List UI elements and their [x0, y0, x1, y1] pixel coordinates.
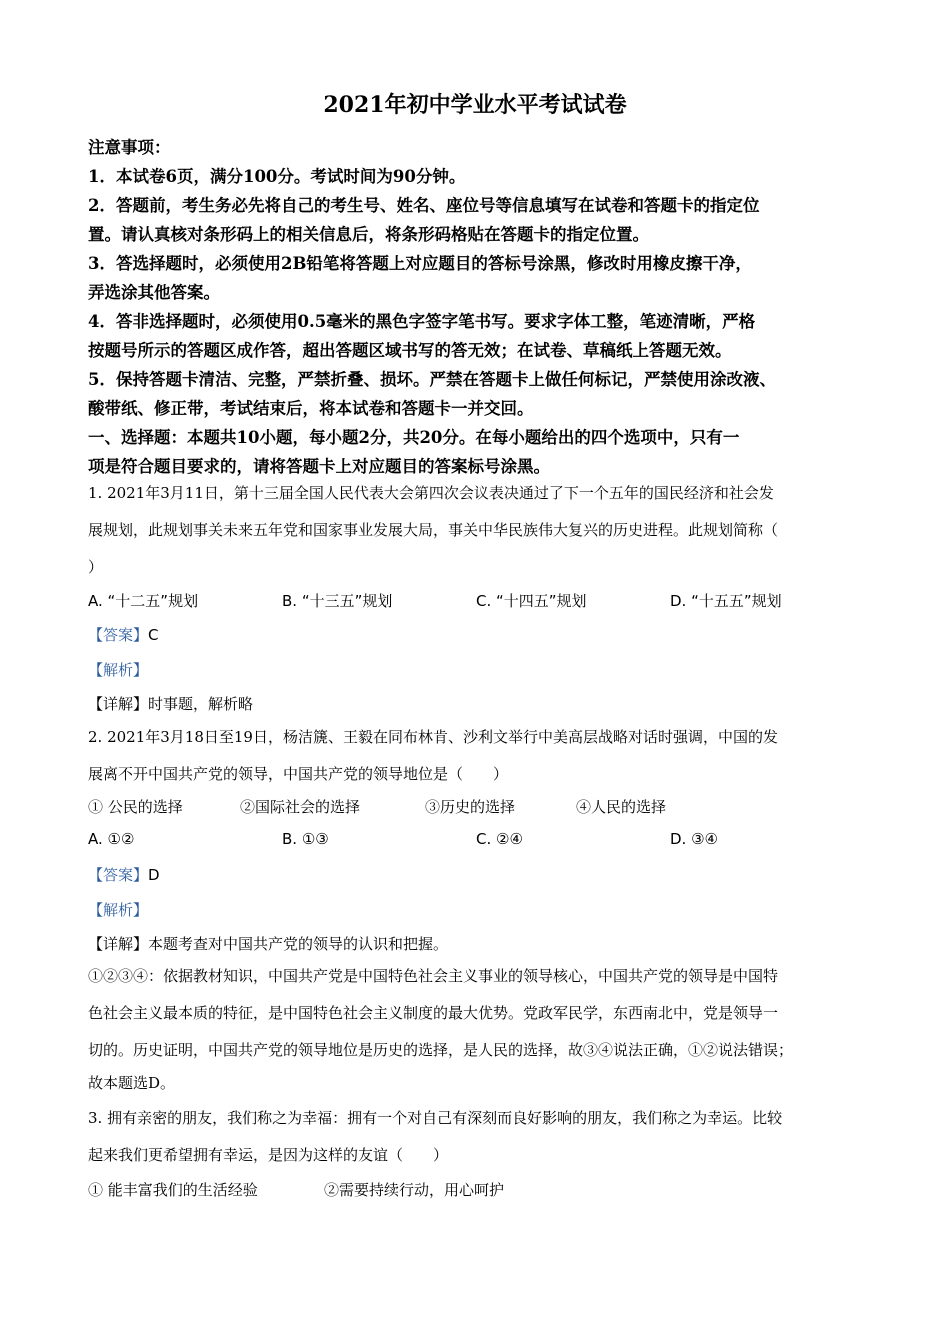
question-text: ）	[88, 558, 104, 576]
analysis-tag: 【解析】	[88, 661, 149, 679]
statement-2: ②需要持续行动，用心呵护	[324, 1181, 505, 1199]
option-d: D. “十五五”规划	[670, 592, 782, 610]
option-c: C. ②④	[476, 830, 523, 848]
option-c: C. “十四五”规划	[476, 592, 587, 610]
notice-line: 2．答题前，考生务必先将自己的考生号、姓名、座位号等信息填写在试卷和答题卡的指定位	[88, 196, 760, 215]
option-b: B. “十三五”规划	[282, 592, 393, 610]
detail-text: ①②③④：依据教材知识，中国共产党是中国特色社会主义事业的领导核心，中国共产党的领导是中国特	[88, 967, 779, 985]
question-text: 2. 2021年3月18日至19日，杨洁篪、王毅在同布林肯、沙利文举行中美高层战略对话时强调，中国的发	[88, 728, 778, 746]
answer-value: D	[148, 866, 160, 884]
answer-value: C	[148, 626, 159, 644]
notice-line: 酸带纸、修正带，考试结束后，将本试卷和答题卡一并交回。	[88, 399, 534, 418]
question-text: 展规划，此规划事关未来五年党和国家事业发展大局，事关中华民族伟大复兴的历史进程。此规划简称（	[88, 521, 779, 539]
section-heading-line: 一、选择题：本题共10小题，每小题2分，共20分。在每小题给出的四个选项中，只有一	[88, 428, 740, 447]
question-text: 1. 2021年3月11日，第十三届全国人民代表大会第四次会议表决通过了下一个五年的国民经济和社会发	[88, 484, 774, 502]
notice-line: 5．保持答题卡清洁、完整，严禁折叠、损坏。严禁在答题卡上做任何标记，严禁使用涂改液、	[88, 370, 776, 389]
notice-line: 1．本试卷6页，满分100分。考试时间为90分钟。	[88, 167, 466, 186]
detail-text: 切的。历史证明，中国共产党的领导地位是历史的选择，是人民的选择，故③④说法正确，①②说法错误；	[88, 1041, 794, 1059]
statement-1: ① 能丰富我们的生活经验	[88, 1181, 258, 1199]
option-d: D. ③④	[670, 830, 718, 848]
option-b: B. ①③	[282, 830, 329, 848]
statement-3: ③历史的选择	[425, 798, 516, 816]
notice-line: 3．答选择题时，必须使用2B铅笔将答题上对应题目的答标号涂黑，修改时用橡皮擦干净，	[88, 254, 752, 273]
exam-title: 2021年初中学业水平考试试卷	[323, 92, 627, 118]
question-text: 起来我们更希望拥有幸运，是因为这样的友谊（ ）	[88, 1146, 449, 1164]
answer-tag: 【答案】	[88, 626, 149, 644]
question-text: 展离不开中国共产党的领导，中国共产党的领导地位是（ ）	[88, 765, 509, 783]
notice-line: 置。请认真核对条形码上的相关信息后，将条形码格贴在答题卡的指定位置。	[88, 225, 649, 244]
statement-4: ④人民的选择	[576, 798, 667, 816]
option-a: A. “十二五”规划	[88, 592, 199, 610]
answer-row	[88, 864, 160, 885]
answer-tag: 【答案】	[88, 866, 149, 884]
statement-2: ②国际社会的选择	[240, 798, 361, 816]
detail-text: 故本题选D。	[88, 1074, 176, 1092]
question-text: 3. 拥有亲密的朋友，我们称之为幸福：拥有一个对自己有深刻而良好影响的朋友，我们称之为幸运。比较	[88, 1109, 783, 1127]
notice-heading: 注意事项：	[88, 138, 171, 157]
section-heading-line: 项是符合题目要求的，请将答题卡上对应题目的答案标号涂黑。	[88, 457, 550, 476]
notice-line: 4．答非选择题时，必须使用0.5毫米的黑色字签字笔书写。要求字体工整，笔迹清晰，严格	[88, 312, 756, 331]
detail-text: 【详解】本题考查对中国共产党的领导的认识和把握。	[88, 935, 449, 953]
detail-text: 色社会主义最本质的特征，是中国特色社会主义制度的最大优势。党政军民学，东西南北中，党是领导一	[88, 1004, 779, 1022]
answer-row	[88, 624, 159, 645]
detail-text: 【详解】时事题，解析略	[88, 695, 254, 713]
option-a: A. ①②	[88, 830, 135, 848]
notice-line: 按题号所示的答题区成作答，超出答题区域书写的答无效；在试卷、草稿纸上答题无效。	[88, 341, 732, 360]
statement-1: ① 公民的选择	[88, 798, 183, 816]
analysis-tag: 【解析】	[88, 901, 149, 919]
notice-line: 弄选涂其他答案。	[88, 283, 220, 302]
